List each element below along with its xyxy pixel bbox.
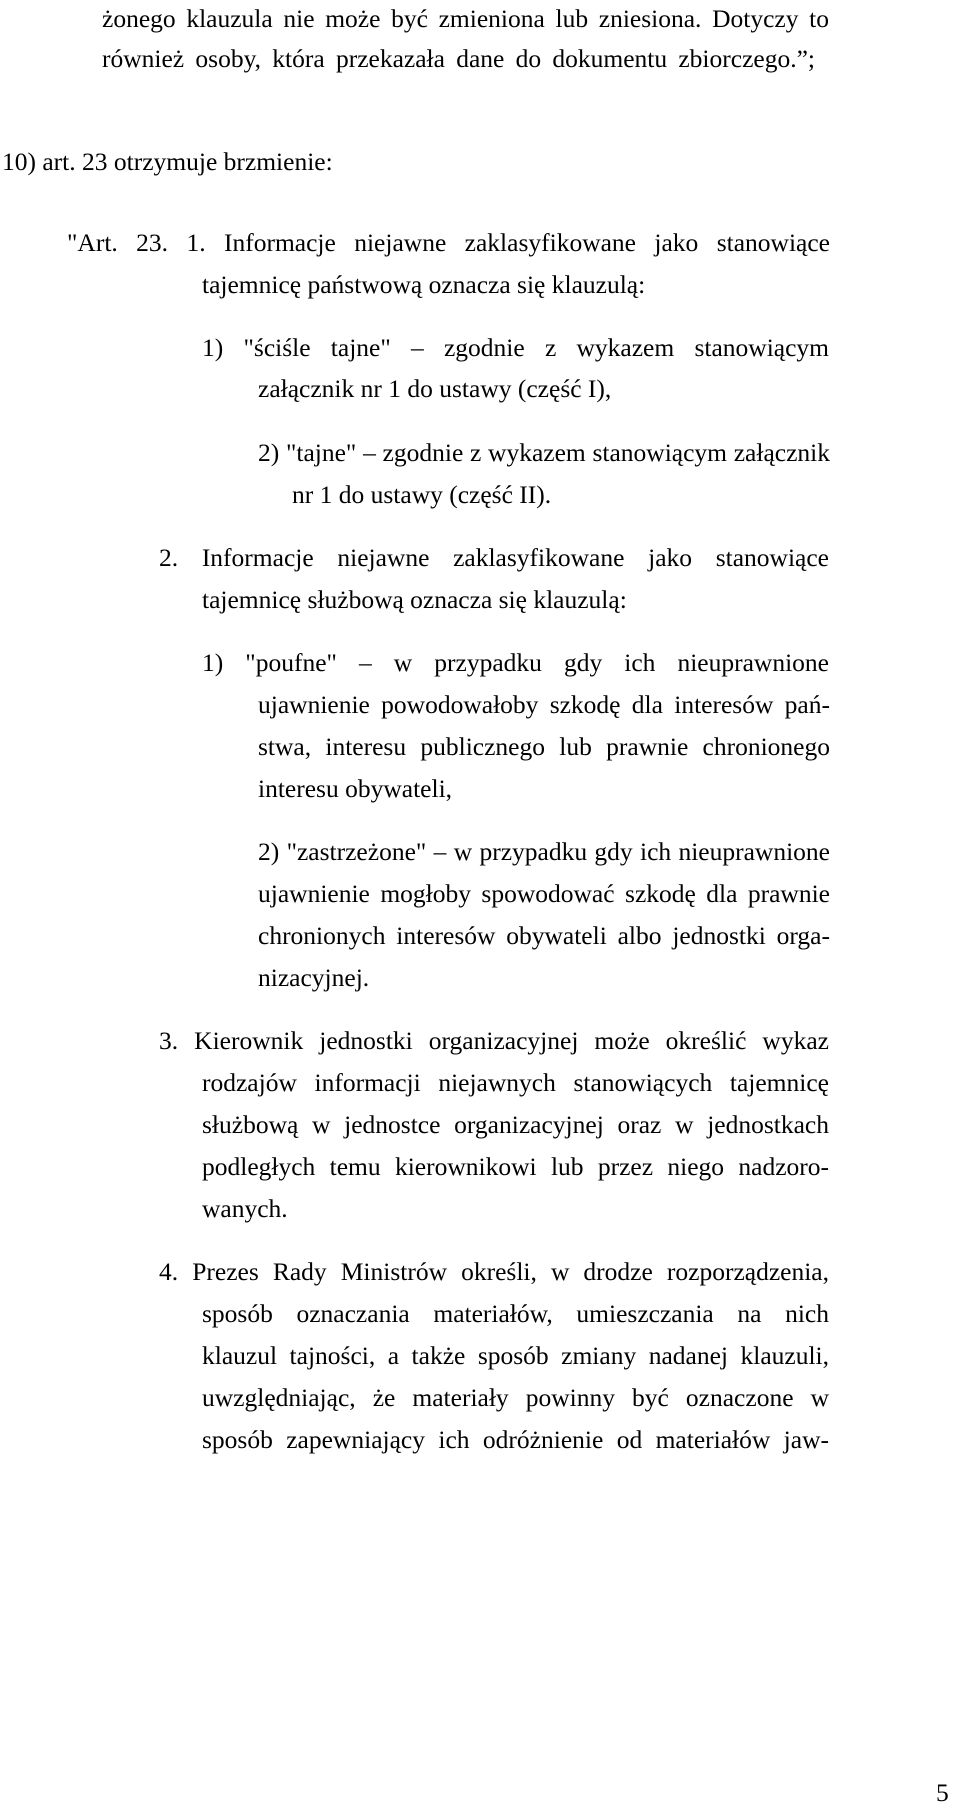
text-line: również osoby, która przekazała dane do dokumentu zbiorczego.”;	[102, 44, 815, 73]
text-line: klauzul tajności, a także sposób zmiany nadanej klauzuli,	[202, 1341, 829, 1370]
text-line: 2) "zastrzeżone" – w przypadku gdy ich nieuprawnione	[258, 837, 830, 866]
text-line: interesu obywateli,	[258, 774, 453, 803]
text-line: 2. Informacje niejawne zaklasyfikowane jako stanowiące	[159, 543, 829, 572]
text-line: chronionych interesów obywateli albo jednostki orga-	[258, 921, 830, 950]
text-line: 3. Kierownik jednostki organizacyjnej może określić wykaz	[159, 1026, 829, 1055]
text-line: 10) art. 23 otrzymuje brzmienie:	[2, 147, 333, 176]
text-line: 4. Prezes Rady Ministrów określi, w drodze rozporządzenia,	[159, 1257, 829, 1286]
text-line: "Art. 23. 1. Informacje niejawne zaklasyfikowane jako stanowiące	[67, 228, 830, 257]
text-line: stwa, interesu publicznego lub prawnie chronionego	[258, 732, 830, 761]
text-line: tajemnicę służbową oznacza się klauzulą:	[202, 585, 627, 614]
text-line: uwzględniając, że materiały powinny być oznaczone w	[202, 1383, 829, 1412]
text-line: rodzajów informacji niejawnych stanowiących tajemnicę	[202, 1068, 829, 1097]
text-line: ujawnienie mogłoby spowodować szkodę dla prawnie	[258, 879, 830, 908]
text-line: załącznik nr 1 do ustawy (część I),	[258, 374, 612, 403]
text-line: żonego klauzula nie może być zmieniona lub zniesiona. Dotyczy to	[102, 4, 829, 33]
text-line: 2) "tajne" – zgodnie z wykazem stanowiącym załącznik	[258, 438, 830, 467]
text-line: podległych temu kierownikowi lub przez niego nadzoro-	[202, 1152, 829, 1181]
text-line: sposób zapewniający ich odróżnienie od materiałów jaw-	[202, 1425, 829, 1454]
text-line: służbową w jednostce organizacyjnej oraz w jednostkach	[202, 1110, 829, 1139]
text-line: wanych.	[202, 1194, 288, 1223]
text-line: tajemnicę państwową oznacza się klauzulą:	[202, 270, 646, 299]
text-line: nr 1 do ustawy (część II).	[292, 480, 552, 509]
text-line: sposób oznaczania materiałów, umieszczania na nich	[202, 1299, 829, 1328]
text-line: ujawnienie powodowałoby szkodę dla interesów pań-	[258, 690, 830, 719]
text-line: nizacyjnej.	[258, 963, 370, 992]
page-number: 5	[936, 1778, 949, 1807]
text-line: 1) "poufne" – w przypadku gdy ich nieuprawnione	[202, 648, 829, 677]
text-line: 1) "ściśle tajne" – zgodnie z wykazem stanowiącym	[202, 333, 829, 362]
